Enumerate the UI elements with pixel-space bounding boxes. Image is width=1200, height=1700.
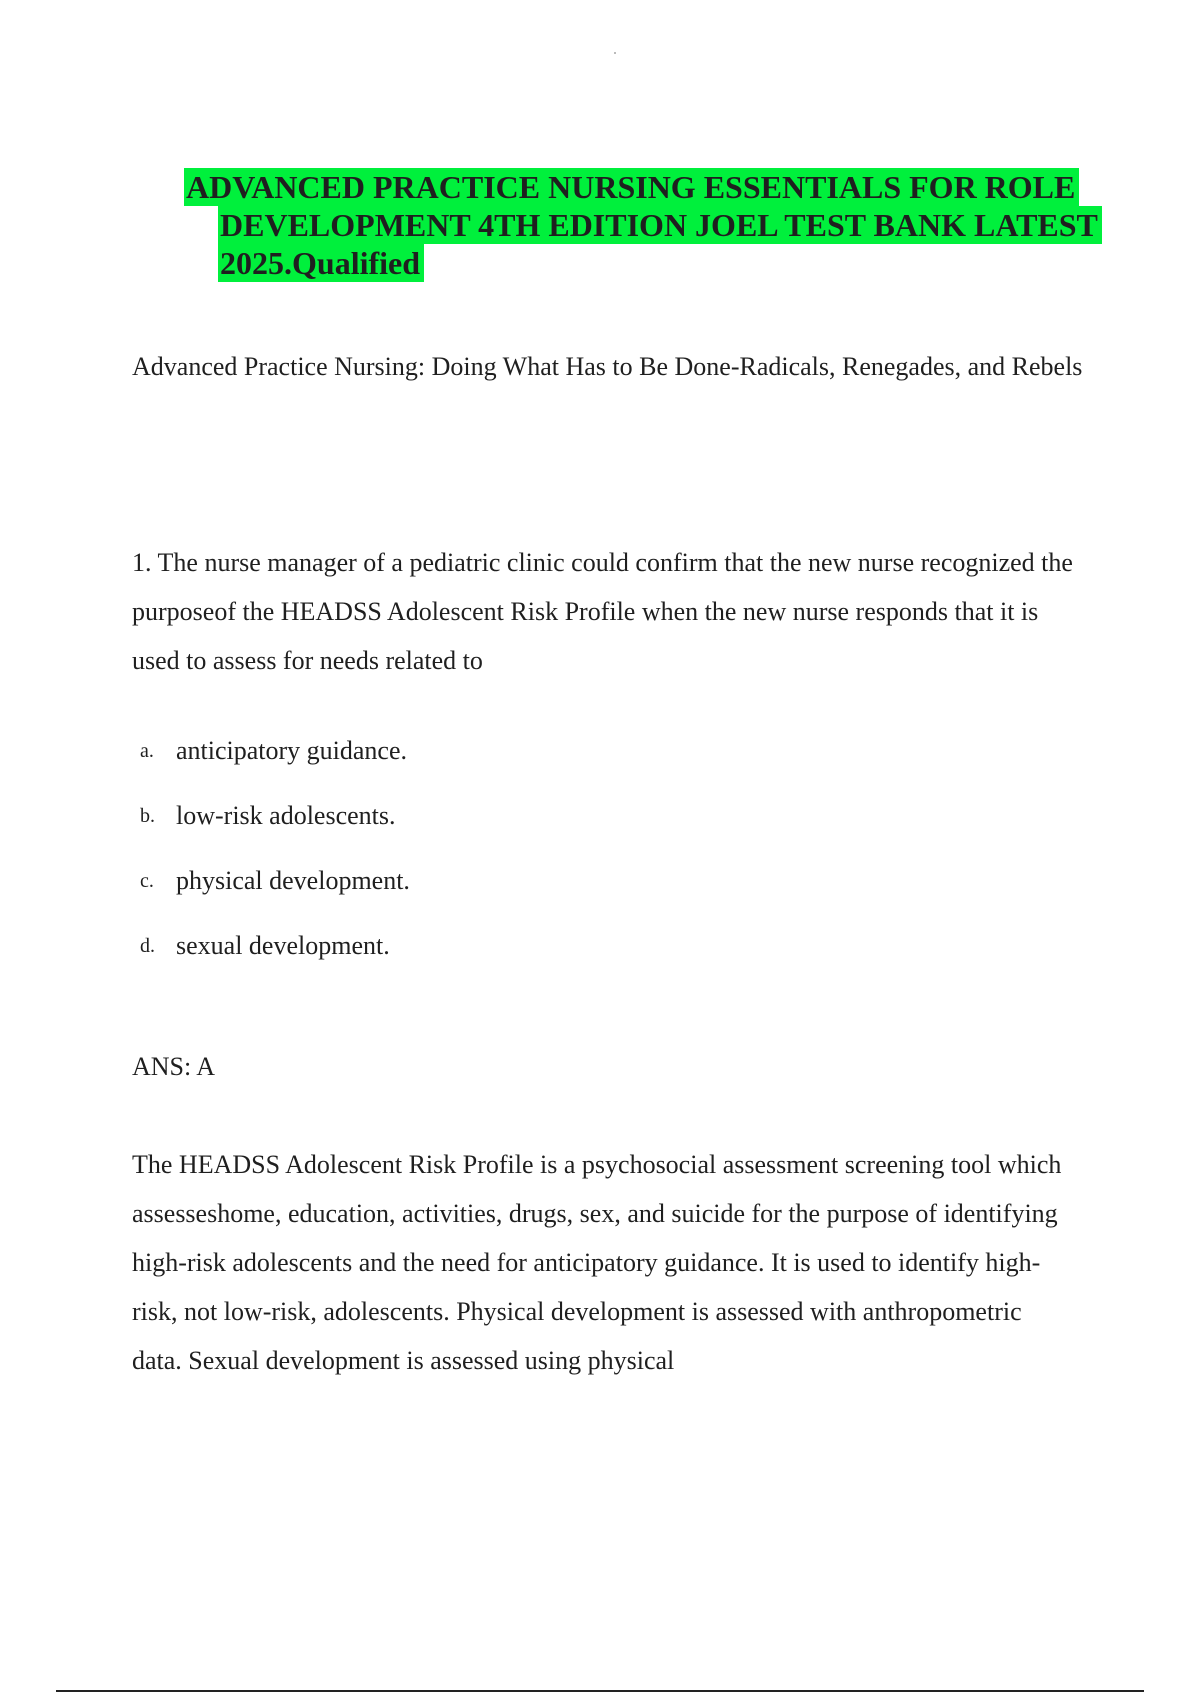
question-text: 1. The nurse manager of a pediatric clinic could confirm that the new nurse recognized the purposeof the HEADSS Adolescent Risk Profile when the new nurse responds that it is used to assess for needs related to bbox=[132, 548, 1073, 675]
scan-speck bbox=[614, 52, 616, 54]
rationale-text: The HEADSS Adolescent Risk Profile is a psychosocial assessment screening tool which assesseshome, education, activities, drugs, sex, and suicide for the purpose of identifying high-risk adolescents and the need for anticipatory guidance. It is used to identify high-risk, not low-risk, adolescents. Physical development is assessed with anthropometric data. Sexual development is assessed using physical bbox=[132, 1150, 1062, 1375]
option-text: sexual development. bbox=[176, 931, 390, 960]
answer-options bbox=[140, 736, 410, 996]
option-a bbox=[140, 736, 410, 801]
option-letter: c. bbox=[140, 870, 154, 892]
option-text: physical development. bbox=[176, 866, 410, 895]
chapter-title: Advanced Practice Nursing: Doing What Has to Be Done-Radicals, Renegades, and Rebels bbox=[132, 352, 1083, 381]
option-c bbox=[140, 866, 410, 931]
answer-key: ANS: A bbox=[132, 1052, 216, 1081]
title-line-1: ADVANCED PRACTICE NURSING ESSENTIALS FOR ROLE bbox=[184, 168, 1079, 206]
option-b bbox=[140, 801, 410, 866]
option-d bbox=[140, 931, 410, 996]
title-line-2: DEVELOPMENT 4TH EDITION JOEL TEST BANK LATEST bbox=[218, 206, 1102, 244]
option-letter: a. bbox=[140, 740, 154, 762]
option-letter: b. bbox=[140, 805, 155, 827]
option-letter: d. bbox=[140, 935, 155, 957]
title-line-3: 2025.Qualified bbox=[218, 244, 424, 282]
document-title bbox=[184, 168, 1124, 282]
footer-divider bbox=[56, 1690, 1144, 1692]
option-text: low-risk adolescents. bbox=[176, 801, 396, 830]
option-text: anticipatory guidance. bbox=[176, 736, 408, 765]
